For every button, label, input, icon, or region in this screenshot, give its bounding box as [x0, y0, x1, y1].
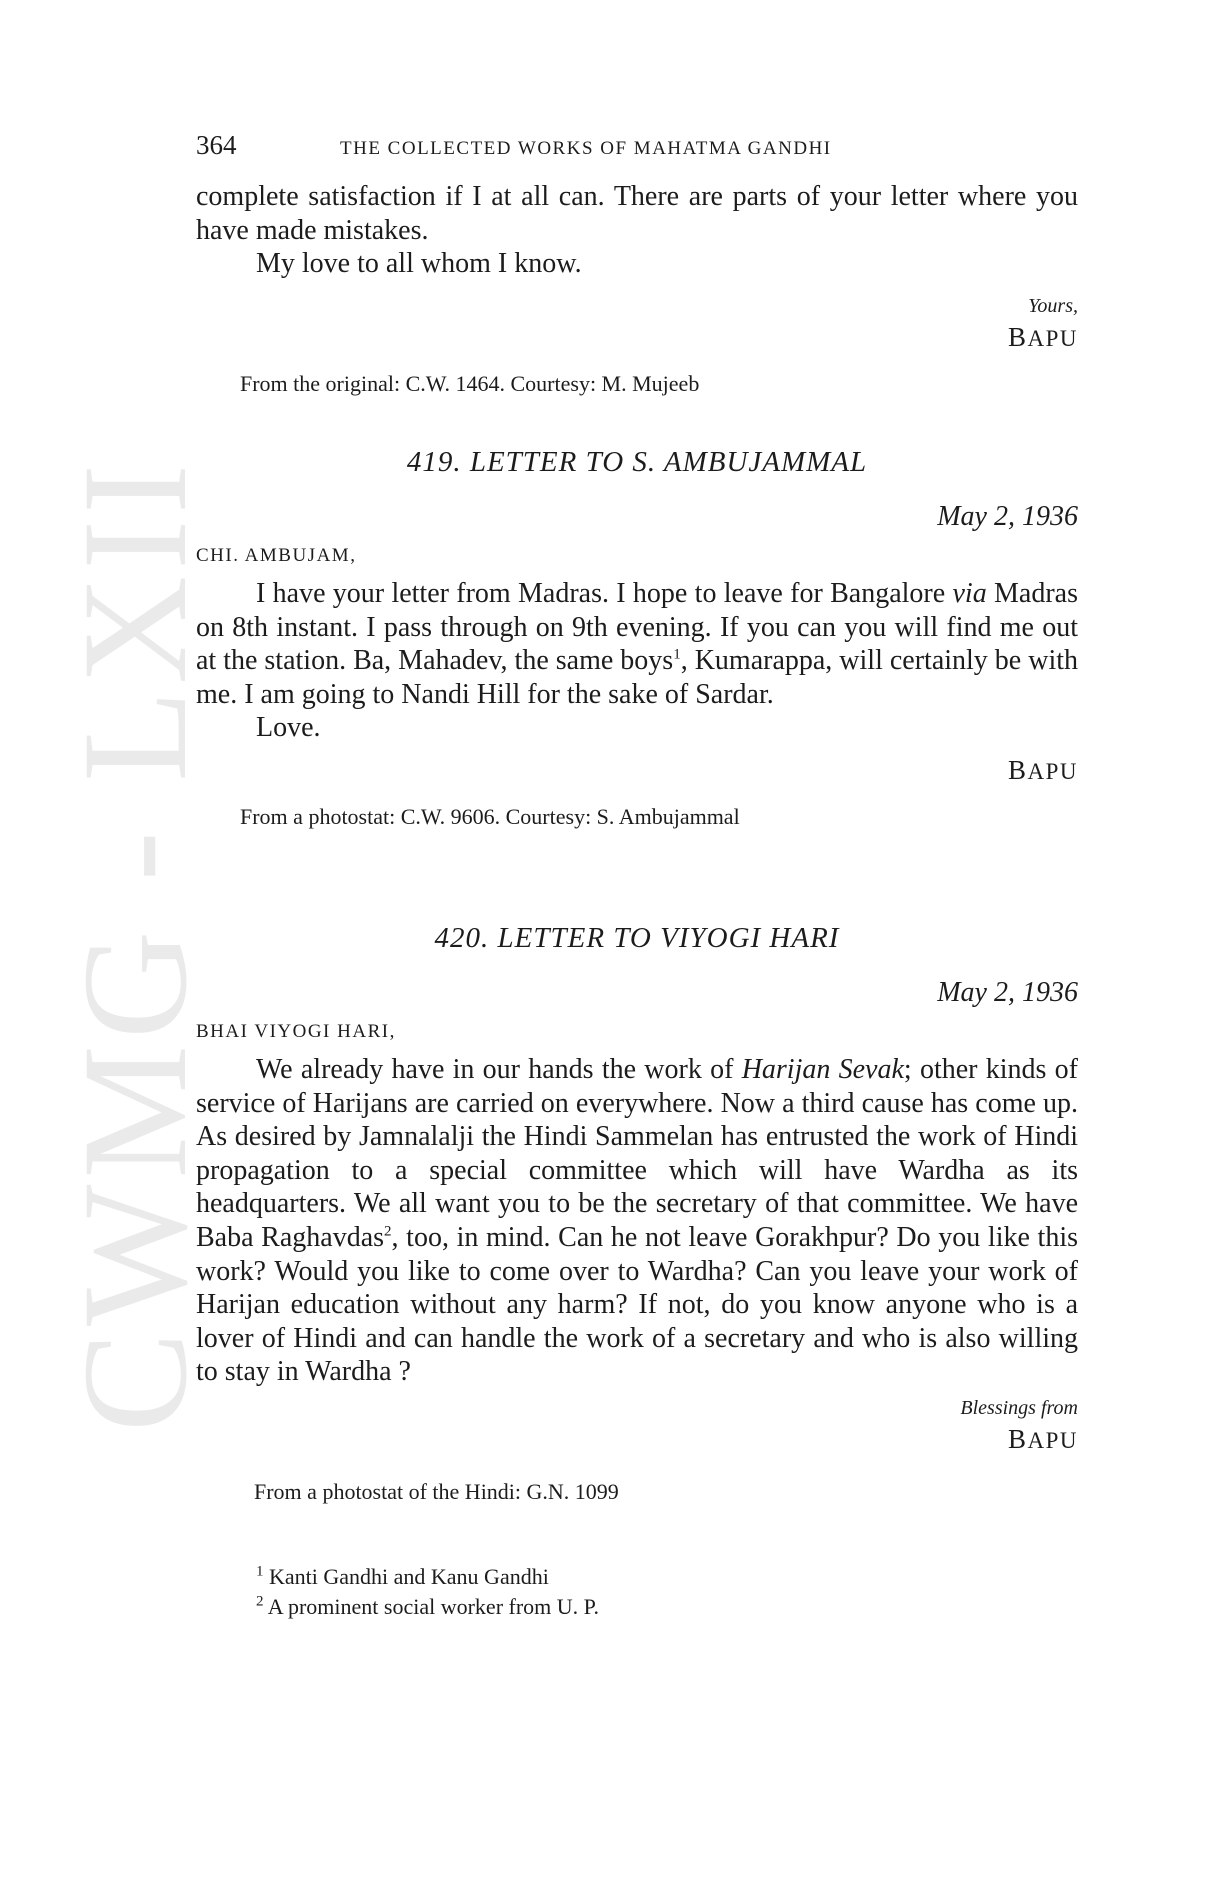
body-part: We already have in our hands the work of — [256, 1054, 742, 1085]
footnote-text: A prominent social worker from U. P. — [267, 1594, 599, 1619]
body-part: , too, in mind. Can he not leave Gorakhpur? Do you like this work? Would you like to come over to Wardha? Can you leave your work of Harijan education without any harm? If not, do you know anyone who is a lover of Hindi and can handle the work of a secretary and who is also willing to stay in Wardha ? — [196, 1221, 1078, 1388]
signature-initial: B — [1007, 1423, 1028, 1454]
letter-419-signature — [196, 755, 1078, 786]
continuation-closing: Yours, — [1028, 294, 1078, 317]
signature-initial: B — [1007, 754, 1028, 785]
page-number: 364 — [196, 130, 237, 160]
footnote-mark: 1 — [256, 1563, 264, 1580]
running-head — [196, 130, 1078, 170]
letter-419-love: Love. — [256, 712, 321, 744]
body-part: Madras on 8th instant. I pass through on 9th evening. If you can you will find me out at the station. Ba, Mahadev, the same boys — [196, 578, 1078, 677]
watermark-text: CWMG - LXII — [52, 457, 218, 1433]
footnote-ref-1: 1 — [673, 646, 681, 663]
letter-419-date: May 2, 1936 — [937, 501, 1078, 532]
letter-420-heading: 420. LETTER TO VIYOGI HARI — [434, 922, 840, 954]
signature-rest: APU — [1027, 1427, 1078, 1453]
letter-419-source: From a photostat: C.W. 9606. Courtesy: S. Ambujammal — [240, 803, 740, 829]
signature-rest: APU — [1027, 758, 1078, 784]
continuation-source: From the original: C.W. 1464. Courtesy: M. Mujeeb — [240, 370, 700, 396]
letter-419-body — [196, 577, 1078, 711]
footnote-1 — [256, 1564, 1078, 1590]
letter-419-salutation: CHI. AMBUJAM, — [196, 545, 357, 566]
running-title: THE COLLECTED WORKS OF MAHATMA GANDHI — [340, 138, 832, 159]
letter-419 — [196, 446, 1078, 830]
letter-420-signature — [196, 1424, 1078, 1455]
letter-420-date: May 2, 1936 — [937, 977, 1078, 1008]
body-part: I have your letter from Madras. I hope to leave for Bangalore — [256, 578, 953, 609]
footnote-text: Kanti Gandhi and Kanu Gandhi — [269, 1564, 549, 1589]
footnote-2 — [256, 1594, 1078, 1620]
body-italic: Harijan Sevak — [741, 1054, 904, 1085]
signature-initial: B — [1007, 321, 1028, 352]
letter-420-source: From a photostat of the Hindi: G.N. 1099 — [254, 1478, 619, 1504]
signature-rest: APU — [1027, 325, 1078, 351]
letter-420-salutation: BHAI VIYOGI HARI, — [196, 1021, 396, 1042]
letter-420-body — [196, 1053, 1078, 1389]
continuation-section — [196, 180, 1078, 397]
continuation-paragraph: complete satisfaction if I at all can. There are parts of your letter where you have made mistakes. — [196, 181, 1078, 246]
body-part: , Kumarappa, will certainly be with me. I am going to Nandi Hill for the sake of Sardar. — [196, 645, 1079, 710]
footnote-ref-2: 2 — [384, 1223, 392, 1240]
continuation-signature — [196, 322, 1078, 353]
letter-420-closing: Blessings from — [960, 1396, 1078, 1419]
letter-419-heading: 419. LETTER TO S. AMBUJAMMAL — [406, 446, 868, 478]
body-part: ; other kinds of service of Harijans are carried on everywhere. Now a third cause has come up. As desired by Jamnalalji the Hindi Sammelan has entrusted the work of Hindi propagation to a special committee which will have Wardha as its headquarters. We all want you to be the secretary of that committee. We have Baba Raghavdas — [196, 1054, 1078, 1253]
letter-420 — [196, 922, 1078, 1505]
body-italic: via — [952, 578, 987, 609]
continuation-love-line: My love to all whom I know. — [256, 248, 582, 280]
footnote-mark: 2 — [256, 1593, 264, 1610]
footnotes — [196, 1564, 1078, 1620]
